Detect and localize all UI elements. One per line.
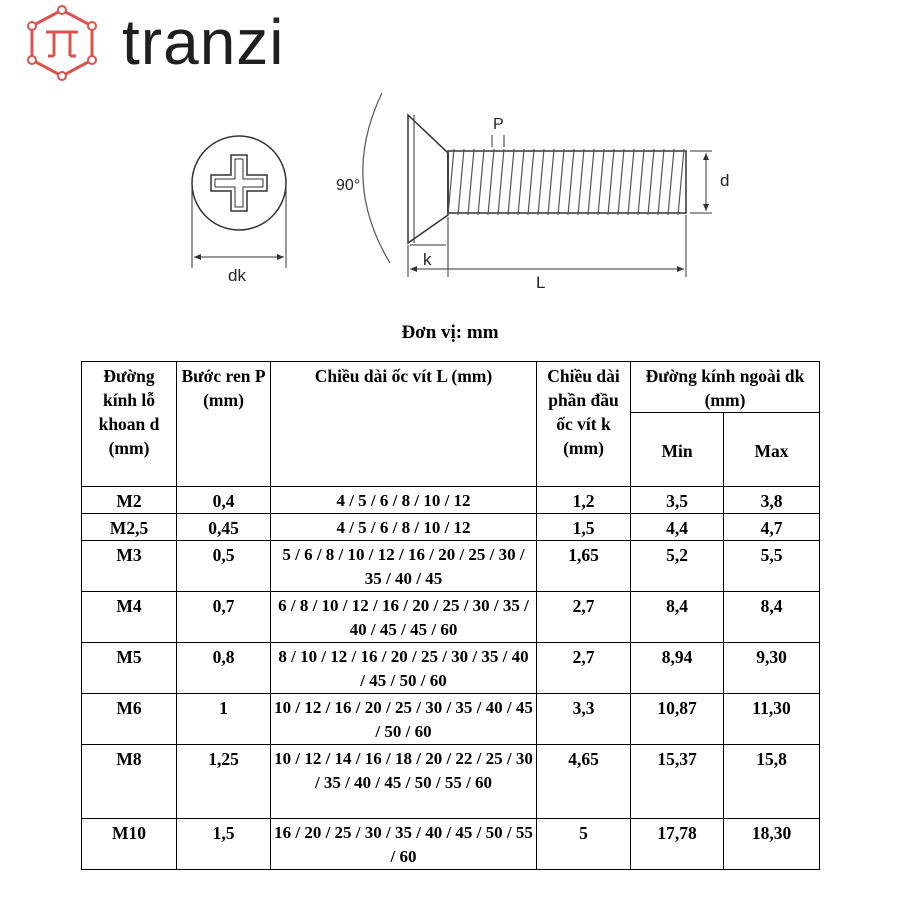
dk-label: dk — [228, 266, 246, 285]
cell-l: 6 / 8 / 10 / 12 / 16 / 20 / 25 / 30 / 35 / 40 / 45 / 45 / 60 — [271, 592, 537, 643]
cell-l: 10 / 12 / 14 / 16 / 18 / 20 / 22 / 25 / 30 / 35 / 40 / 45 / 50 / 55 / 60 — [271, 745, 537, 819]
cell-k: 1,2 — [537, 487, 631, 514]
table-row — [82, 643, 820, 694]
cell-max: 18,30 — [724, 819, 820, 870]
cell-max: 5,5 — [724, 541, 820, 592]
cell-k: 3,3 — [537, 694, 631, 745]
header-p: Bước ren P (mm) — [177, 362, 271, 487]
cell-l: 16 / 20 / 25 / 30 / 35 / 40 / 45 / 50 / 55 / 60 — [271, 819, 537, 870]
cell-k: 2,7 — [537, 592, 631, 643]
cell-l: 5 / 6 / 8 / 10 / 12 / 16 / 20 / 25 / 30 / 35 / 40 / 45 — [271, 541, 537, 592]
cell-p: 0,5 — [177, 541, 271, 592]
cell-d: M3 — [82, 541, 177, 592]
cell-d: M2,5 — [82, 514, 177, 541]
cell-p: 1 — [177, 694, 271, 745]
cell-min: 10,87 — [631, 694, 724, 745]
cell-max: 4,7 — [724, 514, 820, 541]
cell-min: 5,2 — [631, 541, 724, 592]
cell-p: 0,8 — [177, 643, 271, 694]
cell-l: 8 / 10 / 12 / 16 / 20 / 25 / 30 / 35 / 40 / 45 / 50 / 60 — [271, 643, 537, 694]
cell-d: M6 — [82, 694, 177, 745]
table-row — [82, 541, 820, 592]
cell-k: 2,7 — [537, 643, 631, 694]
header-dk: Đường kính ngoài dk (mm) — [631, 362, 820, 413]
pitch-label: P — [493, 116, 504, 133]
cell-min: 8,4 — [631, 592, 724, 643]
cell-min: 3,5 — [631, 487, 724, 514]
cell-k: 5 — [537, 819, 631, 870]
cell-max: 11,30 — [724, 694, 820, 745]
angle-label: 90° — [336, 177, 361, 194]
cell-d: M2 — [82, 487, 177, 514]
cell-p: 1,5 — [177, 819, 271, 870]
cell-d: M4 — [82, 592, 177, 643]
brand-logo — [22, 4, 312, 84]
header-l: Chiều dài ốc vít L (mm) — [271, 362, 537, 487]
cell-l: 4 / 5 / 6 / 8 / 10 / 12 — [271, 487, 537, 514]
head-height-label: k — [423, 250, 432, 269]
diameter-label: d — [720, 171, 730, 190]
cell-l: 4 / 5 / 6 / 8 / 10 / 12 — [271, 514, 537, 541]
cell-k: 1,5 — [537, 514, 631, 541]
screw-spec-table — [81, 361, 820, 870]
cell-p: 0,7 — [177, 592, 271, 643]
cell-max: 15,8 — [724, 745, 820, 819]
cell-d: M8 — [82, 745, 177, 819]
cell-k: 1,65 — [537, 541, 631, 592]
cell-max: 3,8 — [724, 487, 820, 514]
cell-l: 10 / 12 / 16 / 20 / 25 / 30 / 35 / 40 / 45 / 50 / 60 — [271, 694, 537, 745]
table-row — [82, 592, 820, 643]
cell-p: 1,25 — [177, 745, 271, 819]
cell-p: 0,45 — [177, 514, 271, 541]
brand-name: tranzi — [122, 6, 285, 78]
cell-min: 15,37 — [631, 745, 724, 819]
cell-d: M10 — [82, 819, 177, 870]
header-max: Max — [724, 413, 820, 487]
cell-min: 17,78 — [631, 819, 724, 870]
cell-min: 8,94 — [631, 643, 724, 694]
cell-k: 4,65 — [537, 745, 631, 819]
header-k: Chiều dài phần đầu ốc vít k (mm) — [537, 362, 631, 487]
screw-side-view — [363, 93, 712, 277]
header-d: Đường kính lỗ khoan d (mm) — [82, 362, 177, 487]
table-row — [82, 745, 820, 819]
table-row — [82, 819, 820, 870]
unit-caption: Đơn vị: mm — [401, 322, 499, 343]
table-row — [82, 514, 820, 541]
table-row — [82, 694, 820, 745]
tranzi-hexagon-logo-icon — [22, 4, 102, 84]
cell-max: 9,30 — [724, 643, 820, 694]
cell-p: 0,4 — [177, 487, 271, 514]
table-row — [82, 487, 820, 514]
cell-min: 4,4 — [631, 514, 724, 541]
cell-d: M5 — [82, 643, 177, 694]
cell-max: 8,4 — [724, 592, 820, 643]
screw-head-top-view — [192, 136, 286, 268]
header-min: Min — [631, 413, 724, 487]
screw-diagram — [180, 85, 740, 300]
length-label: L — [536, 273, 546, 292]
